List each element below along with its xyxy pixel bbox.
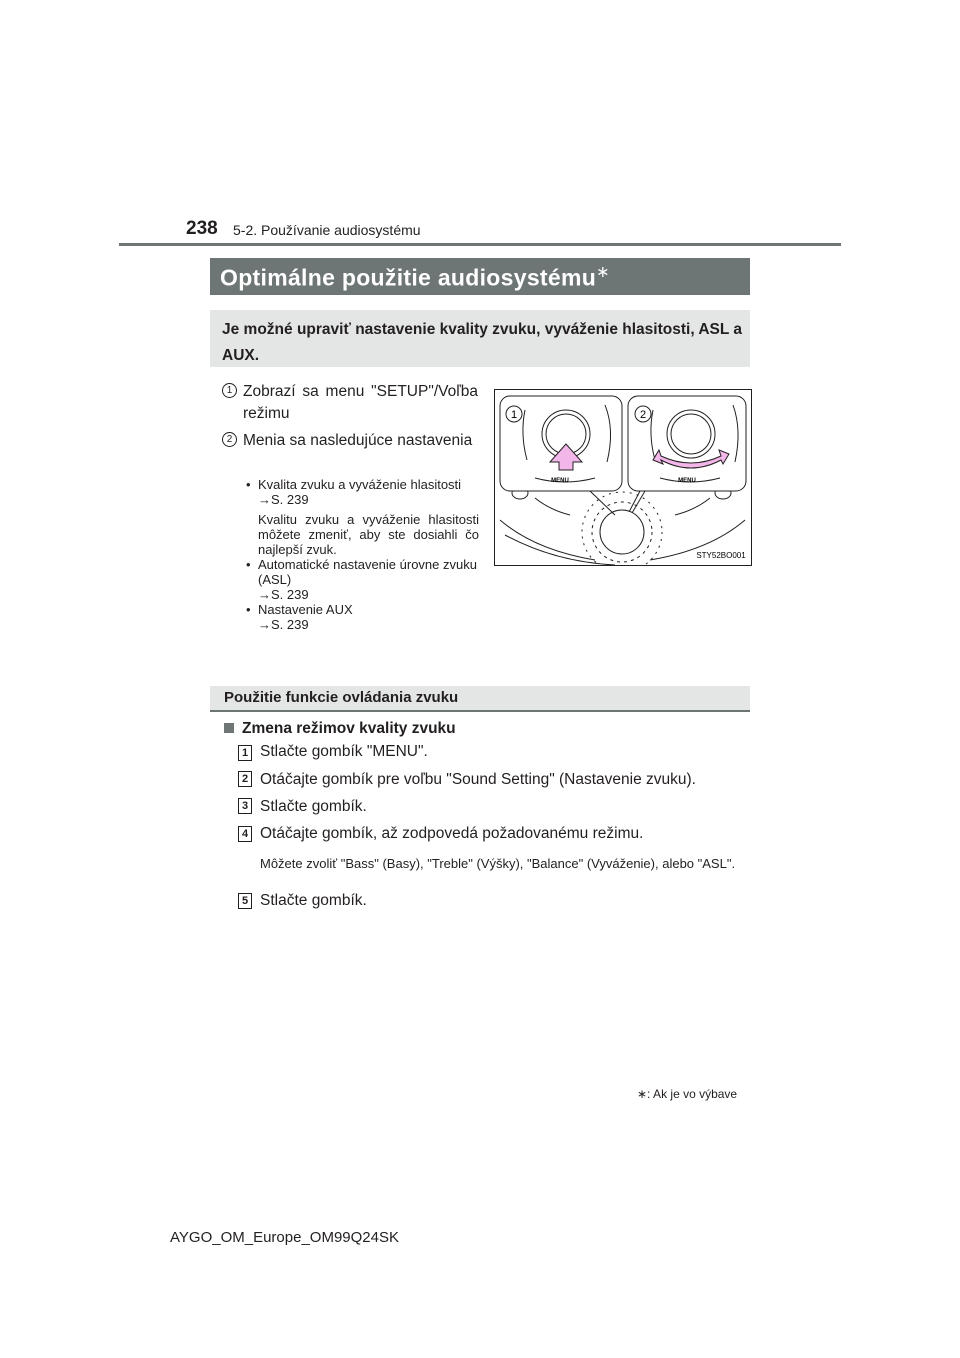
list-item: • Kvalita zvuku a vyváženie hlasitosti bbox=[246, 477, 462, 492]
figure-menu-label-right: MENU bbox=[678, 478, 696, 484]
page-title-text: Optimálne použitie audiosystému bbox=[220, 264, 597, 291]
step-2-number: 2 bbox=[238, 771, 252, 787]
step-4-number: 4 bbox=[238, 826, 252, 842]
document-code: AYGO_OM_Europe_OM99Q24SK bbox=[170, 1229, 399, 1246]
step-2-text: Otáčajte gombík pre voľbu "Sound Setting" (Nastavenie zvuku). bbox=[260, 771, 696, 788]
bullet-text: Automatické nastavenie úrovne zvuku (ASL) bbox=[258, 557, 477, 587]
step-1-text: Stlačte gombík "MENU". bbox=[260, 743, 428, 760]
subheading-text: Zmena režimov kvality zvuku bbox=[242, 720, 456, 737]
step-3-number: 3 bbox=[238, 798, 252, 814]
subsection-title: Použitie funkcie ovládania zvuku bbox=[224, 689, 459, 706]
callout-1-marker: 1 bbox=[222, 383, 237, 398]
page-title bbox=[220, 262, 610, 292]
page-reference-link[interactable]: →S. 239 bbox=[258, 617, 309, 632]
subsection-bar bbox=[210, 686, 750, 712]
step-3-text: Stlačte gombík. bbox=[260, 798, 367, 815]
callout-2-text: Menia sa nasledujúce nastavenia bbox=[243, 432, 473, 449]
bullet-note: Kvalitu zvuku a vyváženie hlasitosti môžete zmeniť, aby ste dosiahli čo najlepší zvuk. bbox=[258, 512, 479, 557]
callout-1-text: Zobrazí sa menu "SETUP"/Voľba režimu bbox=[243, 383, 478, 422]
step-4-text: Otáčajte gombík, až zodpovedá požadovanému režimu. bbox=[260, 825, 644, 842]
callout-2-marker: 2 bbox=[222, 432, 237, 447]
page-number: 238 bbox=[186, 218, 218, 239]
intro-text: Je možné upraviť nastavenie kvality zvuku, vyváženie hlasitosti, ASL a AUX. bbox=[222, 321, 742, 364]
menu-knob-illustration bbox=[494, 389, 752, 566]
header-divider bbox=[119, 243, 841, 246]
step-5-number: 5 bbox=[238, 893, 252, 909]
square-bullet-icon bbox=[224, 723, 234, 733]
step-5-text: Stlačte gombík. bbox=[260, 892, 367, 909]
settings-bullet-list bbox=[244, 477, 479, 632]
list-item: • Nastavenie AUX bbox=[246, 602, 353, 617]
figure-label-2: 2 bbox=[639, 409, 647, 421]
step-note: Môžete zvoliť "Bass" (Basy), "Treble" (Výšky), "Balance" (Vyváženie), alebo "ASL". bbox=[260, 856, 736, 871]
footnote: ∗: Ak je vo výbave bbox=[637, 1087, 738, 1101]
chapter-title: 5-2. Používanie audiosystému bbox=[233, 222, 421, 238]
title-footnote-marker: ∗ bbox=[596, 264, 610, 281]
subheading bbox=[224, 720, 456, 738]
figure-code: STY52BO001 bbox=[696, 551, 746, 560]
section-title-bar bbox=[210, 258, 750, 295]
page-reference-link[interactable]: →S. 239 bbox=[258, 587, 309, 602]
list-item: • Automatické nastavenie úrovne zvuku (ASL) bbox=[246, 557, 477, 587]
bullet-text: Nastavenie AUX bbox=[258, 602, 353, 617]
figure-menu-label-left: MENU bbox=[551, 478, 569, 484]
intro-box bbox=[210, 310, 750, 367]
page-reference-link[interactable]: →S. 239 bbox=[258, 492, 309, 507]
bullet-text: Kvalita zvuku a vyváženie hlasitosti bbox=[258, 477, 462, 492]
step-1-number: 1 bbox=[238, 745, 252, 761]
figure-label-1: 1 bbox=[510, 409, 518, 421]
knob-diagram bbox=[495, 390, 751, 565]
